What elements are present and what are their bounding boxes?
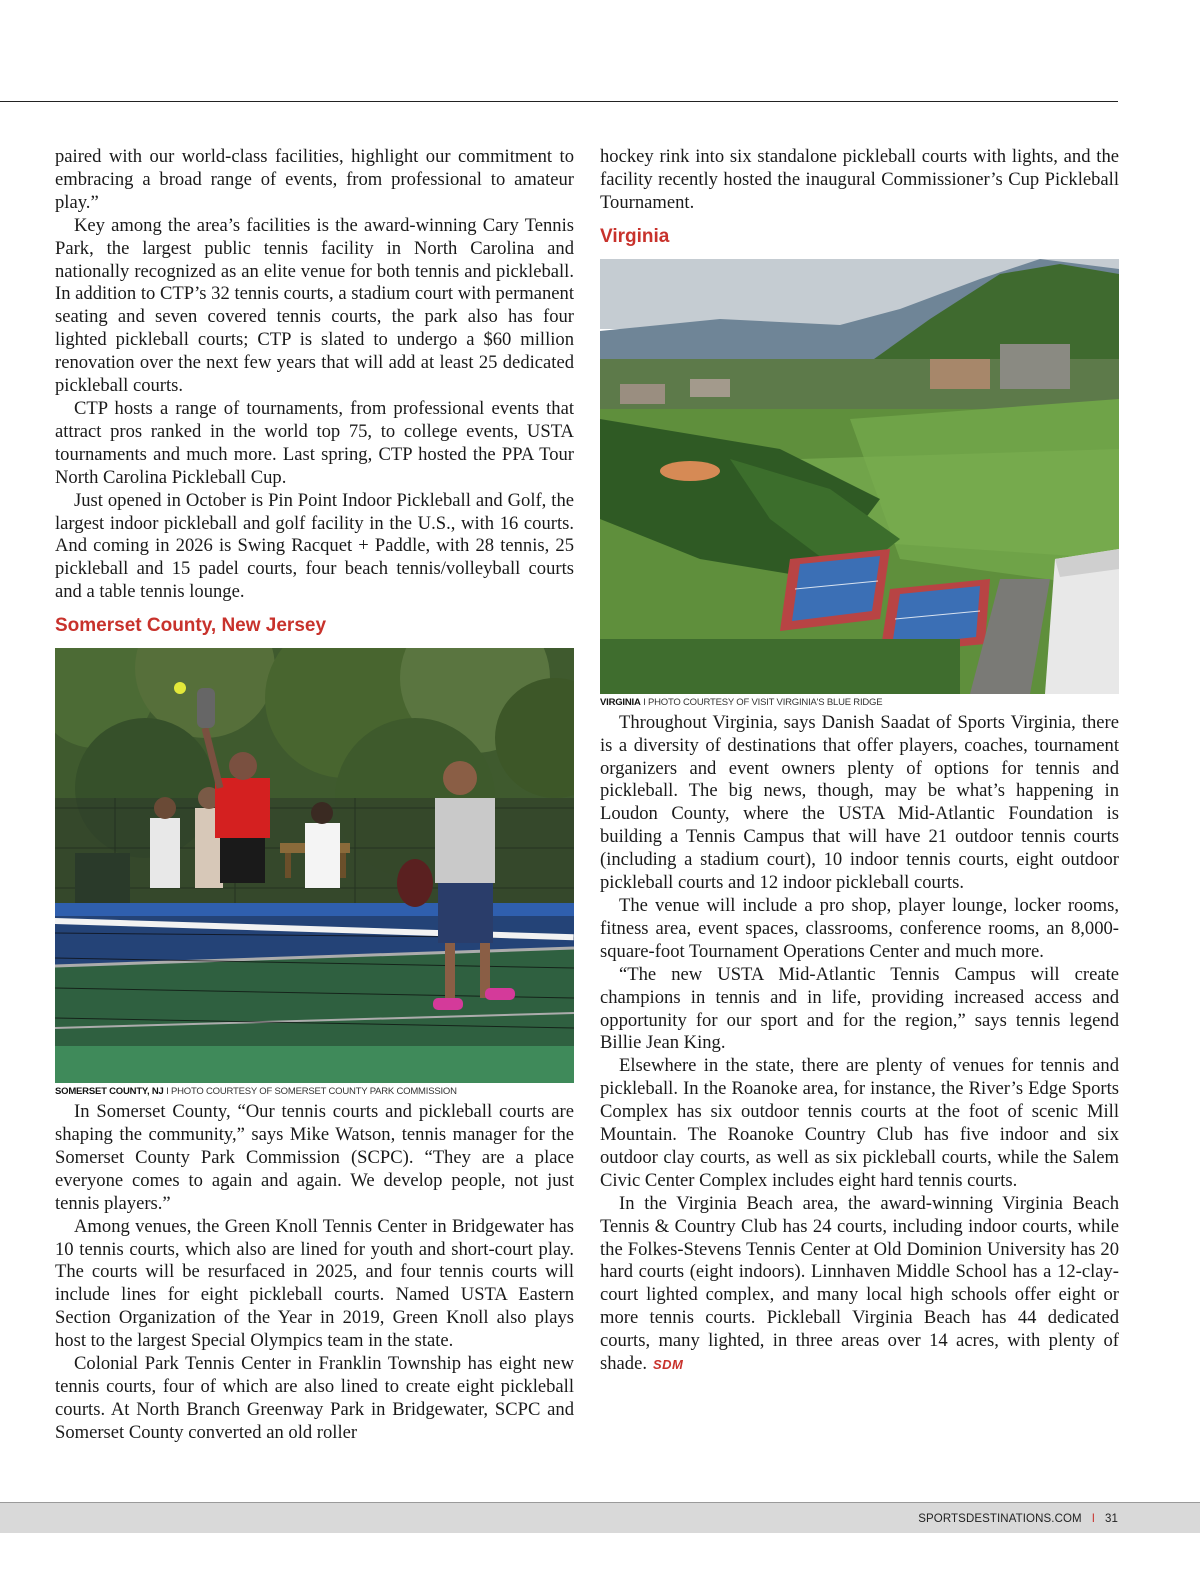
footer: [918, 1513, 1118, 1525]
article-paragraph: The venue will include a pro shop, player lounge, locker rooms, fitness area, event spaces, classrooms, conference rooms, an 8,000-square-foot Tournament Operations Center and much more.: [600, 894, 1119, 962]
article-paragraph: In Somerset County, “Our tennis courts and pickleball courts are shaping the community,” says Mike Watson, tennis manager for the Somerset County Park Commission (SCPC). “They are a place everyone comes to again and again. We develop people, not just tennis players.”: [55, 1101, 574, 1214]
article-paragraph: Key among the area’s facilities is the award-winning Cary Tennis Park, the largest public tennis facility in North Carolina and nationally recognized as an elite venue for both tennis and pickleball. In addition to CTP’s 32 tennis courts, a stadium court with permanent seating and seven covered tennis courts, the park also has four lighted pickleball courts; CTP is slated to undergo a $60 million renovation over the next few years that will add at least 25 dedicated pickleball courts.: [55, 214, 574, 397]
article-paragraph: Just opened in October is Pin Point Indoor Pickleball and Golf, the largest indoor pickleball and golf facility in the U.S., with 16 courts. And coming in 2026 is Swing Racquet + Paddle, with 28 tennis, 25 pickleball and 15 padel courts, four beach tennis/volleyball courts and a table tennis lounge.: [55, 489, 574, 603]
virginia-photo-caption: VIRGINIA I PHOTO COURTESY OF VISIT VIRGINIA'S BLUE RIDGE: [600, 696, 883, 708]
article-paragraph: Elsewhere in the state, there are plenty of venues for tennis and pickleball. In the Roanoke area, for instance, the River’s Edge Sports Complex has six outdoor tennis courts at the foot of scenic Mill Mountain. The Roanoke Country Club has five indoor and six outdoor clay courts, as well as six pickleball courts, while the Salem Civic Center Complex includes eight hard tennis courts.: [600, 1055, 1119, 1191]
somerset-photo-caption: SOMERSET COUNTY, NJ I PHOTO COURTESY OF SOMERSET COUNTY PARK COMMISSION: [55, 1086, 457, 1098]
header-rule: [0, 101, 1118, 102]
virginia-aerial-photo: [600, 259, 1119, 694]
article-paragraph: paired with our world-class facilities, highlight our commitment to embracing a broad range of events, from professional to amateur play.”: [55, 146, 574, 213]
article-paragraph: CTP hosts a range of tournaments, from professional events that attract pros ranked in the world top 75, to college events, USTA tournaments and much more. Last spring, CTP hosted the PPA Tour North Carolina Pickleball Cup.: [55, 397, 574, 488]
article-paragraph: hockey rink into six standalone pickleball courts with lights, and the facility recently hosted the inaugural Commissioner’s Cup Pickleball Tournament.: [600, 146, 1119, 213]
article-paragraph: Among venues, the Green Knoll Tennis Center in Bridgewater has 10 tennis courts, which also are lined for youth and short-court play. The courts will be resurfaced in 2025, and four tennis courts will include lines for eight pickleball courts. Named USTA Eastern Section Organization of the Year in 2019, Green Knoll also plays host to the largest Special Olympics team in the state.: [55, 1215, 574, 1352]
somerset-pickleball-photo: [55, 648, 574, 1083]
right-column: [600, 146, 1119, 1377]
section-heading-virginia: Virginia: [600, 225, 670, 247]
page-number: 31: [1105, 1513, 1118, 1525]
left-column: [55, 146, 574, 1445]
sdm-end-logo: SDM: [652, 1357, 684, 1373]
footer-separator: I: [1091, 1513, 1095, 1525]
article-paragraph: “The new USTA Mid-Atlantic Tennis Campus will create champions in tennis and in life, providing increased access and opportunity for our sport and for the region,” says tennis legend Billie Jean King.: [600, 963, 1119, 1054]
article-paragraph: Colonial Park Tennis Center in Franklin Township has eight new tennis courts, four of which are also lined to create eight pickleball courts. At North Branch Greenway Park in Bridgewater, SCPC and Somerset County converted an old roller: [55, 1353, 574, 1443]
article-paragraph: Throughout Virginia, says Danish Saadat of Sports Virginia, there is a diversity of destinations that offer players, coaches, tournament organizers and event owners plenty of options for tennis and pickleball. The big news, though, may be what’s happening in Loudon County, where the USTA Mid-Atlantic Foundation is building a Tennis Campus that will have 21 outdoor tennis courts (including a stadium court), 10 indoor tennis courts, eight outdoor pickleball courts and 12 indoor pickleball courts.: [600, 711, 1119, 894]
footer-site[interactable]: SPORTSDESTINATIONS.COM: [918, 1513, 1082, 1525]
article-paragraph-final: In the Virginia Beach area, the award-winning Virginia Beach Tennis & Country Club has 24 courts, including indoor courts, while the Folkes-Stevens Tennis Center at Old Dominion University has 20 hard courts (eight indoors). Linnhaven Middle School has a 12-clay-court lighted complex, and many local high schools offer eight or more tennis courts. Pickleball Virginia Beach has 44 dedicated courts, many lighted, in three areas over 14 acres, with plenty of shade. SDM: [600, 1193, 1119, 1377]
section-heading-somerset: Somerset County, New Jersey: [55, 615, 327, 637]
